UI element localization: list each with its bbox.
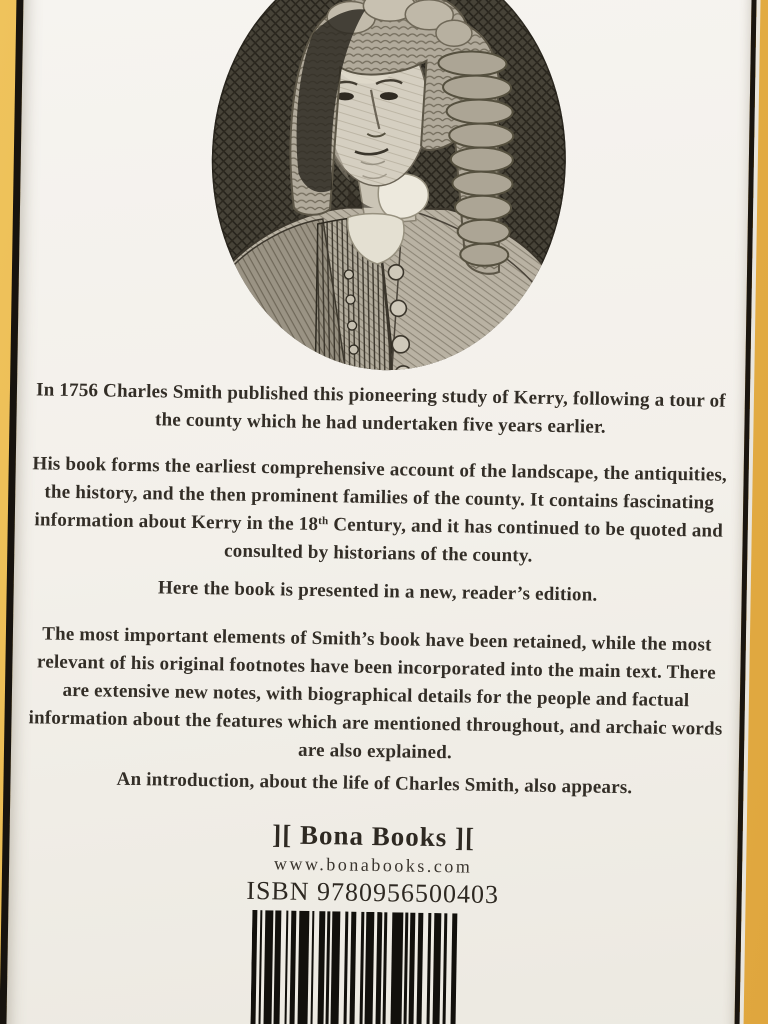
blurb-paragraph-3: Here the book is presented in a new, reader’s edition.	[157, 577, 598, 606]
charles-smith-portrait-engraving	[195, 0, 582, 383]
blurb-paragraph-1: In 1756 Charles Smith published this pioneering study of Kerry, following a tour of the county which he had undertaken five years earlier.	[35, 379, 726, 438]
portrait-frame	[195, 0, 582, 383]
barcode	[250, 910, 462, 1024]
blurb-paragraph-4: The most important elements of Smith’s book have been retained, while the most relevant of his original footnotes have been incorporated into the main text. There are extensive new notes, with biographical details for the people and factual information about the features which are mentioned throughout, and archaic words are also explained.	[28, 623, 723, 764]
blurb-paragraph-2-text: His book forms the earliest comprehensive account of the landscape, the antiquities, the history, and the then prominent families of the county. It contains fascinating information about Kerry in the 18	[32, 453, 728, 536]
ordinal-superscript: th	[318, 515, 329, 528]
blurb-paragraph-2	[28, 450, 730, 574]
isbn-text: ISBN 9780956500403	[246, 875, 500, 910]
publisher-logo: ][ Bona Books ][	[272, 819, 476, 853]
blurb-paragraph-5: An introduction, about the life of Charles Smith, also appears.	[116, 768, 633, 799]
blurb-paragraph-2-continuation: Century, and it has continued to be quoted and consulted by historians of the county.	[223, 514, 724, 567]
publisher-website: www.bonabooks.com	[273, 853, 473, 877]
